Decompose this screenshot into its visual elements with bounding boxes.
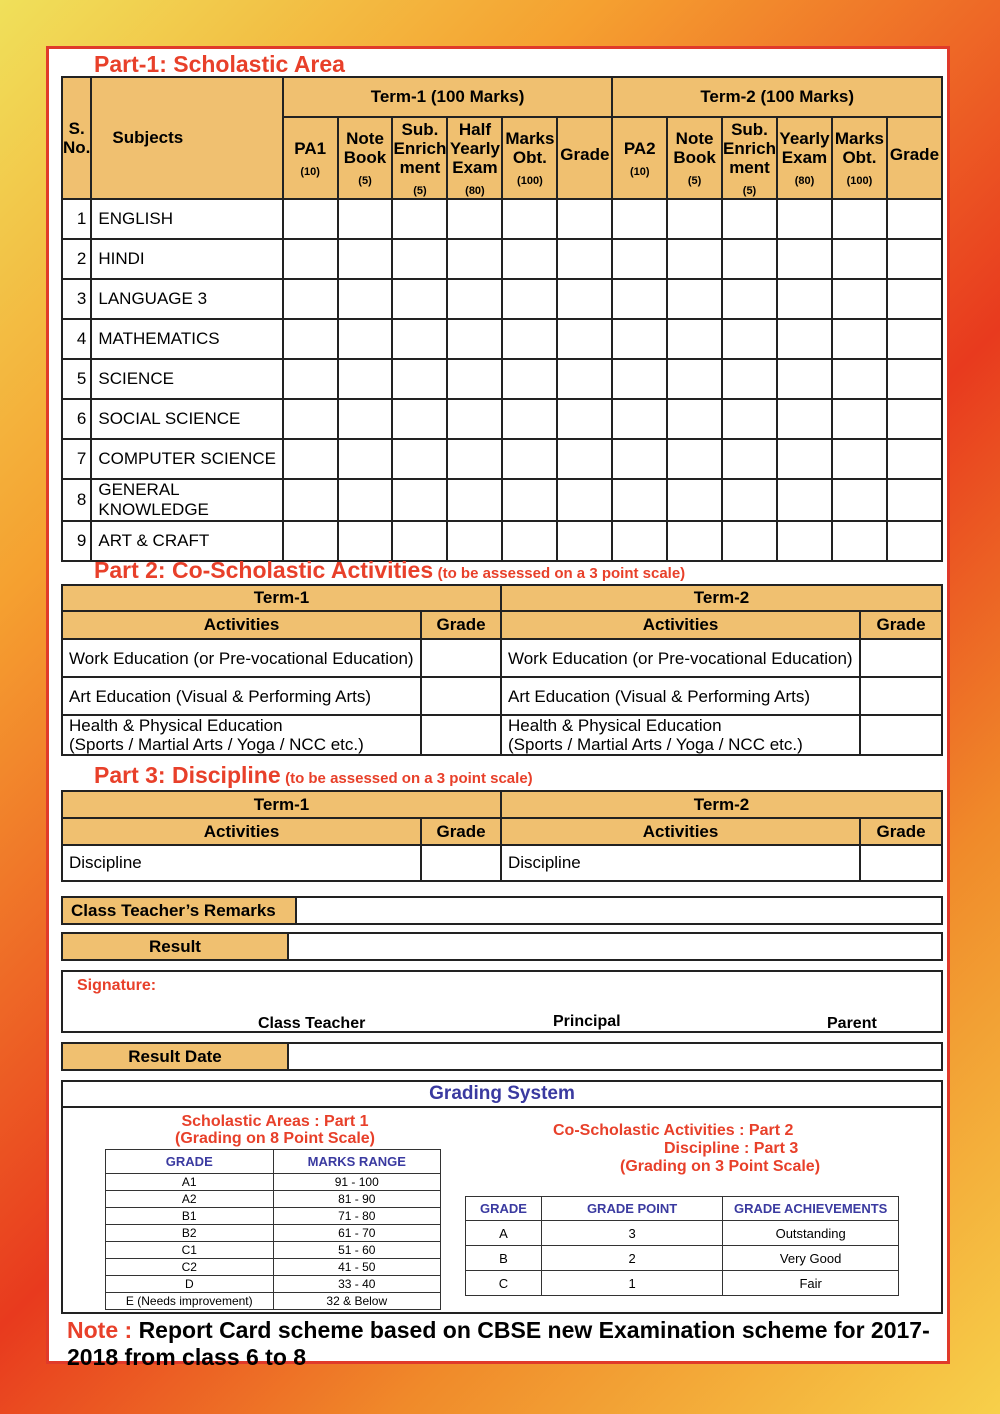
activity-row xyxy=(62,677,942,715)
activity-line1: Work Education (or Pre-vocational Education) xyxy=(507,648,853,668)
t2-col-label-3: Yearly Exam xyxy=(779,129,830,167)
part3-term2: Term-2 xyxy=(501,791,942,818)
scholastic-grading-heading xyxy=(105,1113,445,1147)
activity-grade-cell[interactable] xyxy=(421,715,501,755)
mark-cell[interactable] xyxy=(612,359,667,399)
mark-cell[interactable] xyxy=(612,319,667,359)
t2-col-label-0: PA2 xyxy=(623,138,656,158)
result-date-row xyxy=(61,1042,943,1071)
activity-line1: Art Education (Visual & Performing Arts) xyxy=(69,686,372,706)
mark-cell[interactable] xyxy=(777,359,832,399)
marks-range-value: 61 - 70 xyxy=(273,1225,440,1242)
grade-value: B2 xyxy=(106,1225,274,1242)
mark-cell[interactable] xyxy=(338,239,393,279)
subject-name: ART & CRAFT xyxy=(91,521,282,561)
mark-cell[interactable] xyxy=(557,399,612,439)
subject-name: COMPUTER SCIENCE xyxy=(91,439,282,479)
note-label: Note : xyxy=(67,1317,133,1343)
mark-cell[interactable] xyxy=(777,521,832,561)
part2-term1: Term-1 xyxy=(62,585,501,611)
co-grade-point-value: 3 xyxy=(541,1221,722,1246)
mark-cell[interactable] xyxy=(667,319,722,359)
class-teacher-signature: Class Teacher xyxy=(258,1015,366,1032)
t1-col-label-1: Note Book xyxy=(343,129,387,167)
co-grade-value: B xyxy=(466,1246,542,1271)
mark-cell[interactable] xyxy=(667,239,722,279)
co-grade-achievement-value: Fair xyxy=(723,1271,899,1296)
grading-system-box xyxy=(61,1080,943,1314)
t2-col-label-4: Marks Obt. xyxy=(834,129,885,167)
part2-grade-header-1: Grade xyxy=(421,611,501,639)
remarks-field[interactable] xyxy=(297,898,941,923)
part2-grade-header-2: Grade xyxy=(860,611,942,639)
result-row xyxy=(61,932,943,961)
part3-grade-header-2: Grade xyxy=(860,818,942,845)
t2-col-header-3 xyxy=(777,117,832,199)
mark-cell[interactable] xyxy=(557,319,612,359)
mark-cell[interactable] xyxy=(887,239,942,279)
t2-col-header-1 xyxy=(667,117,722,199)
mark-cell[interactable] xyxy=(447,359,502,399)
t1-col-header-4 xyxy=(502,117,557,199)
report-card xyxy=(46,46,950,1370)
mark-cell[interactable] xyxy=(447,521,502,561)
mark-cell[interactable] xyxy=(338,279,393,319)
sno-header: S. No. xyxy=(62,77,91,199)
grade-value: E (Needs improvement) xyxy=(106,1293,274,1310)
mark-cell[interactable] xyxy=(887,359,942,399)
activity-line1: Work Education (or Pre-vocational Education) xyxy=(69,648,414,668)
mark-cell[interactable] xyxy=(777,279,832,319)
co-grade-value: A xyxy=(466,1221,542,1246)
mark-cell[interactable] xyxy=(338,319,393,359)
mark-cell[interactable] xyxy=(887,439,942,479)
activity-name xyxy=(62,639,421,677)
mark-cell[interactable] xyxy=(338,439,393,479)
mark-cell[interactable] xyxy=(832,399,887,439)
mark-cell[interactable] xyxy=(722,279,777,319)
mark-cell[interactable] xyxy=(557,479,612,521)
mark-cell[interactable] xyxy=(722,319,777,359)
grade-value: B1 xyxy=(106,1208,274,1225)
t1-col-label-5: Grade xyxy=(560,144,610,164)
parent-signature: Parent xyxy=(827,1015,877,1032)
part3-title: Part 3: Discipline xyxy=(94,762,281,788)
mark-cell[interactable] xyxy=(722,239,777,279)
mark-cell[interactable] xyxy=(612,439,667,479)
mark-cell[interactable] xyxy=(777,319,832,359)
mark-cell[interactable] xyxy=(502,279,557,319)
activity-line2: (Sports / Martial Arts / Yoga / NCC etc.) xyxy=(69,735,364,754)
subject-name: GENERAL KNOWLEDGE xyxy=(91,479,282,521)
mark-cell[interactable] xyxy=(447,279,502,319)
mark-cell[interactable] xyxy=(832,279,887,319)
mark-cell[interactable] xyxy=(502,399,557,439)
note xyxy=(67,1317,947,1371)
t1-col-label-4: Marks Obt. xyxy=(505,129,555,167)
result-field[interactable] xyxy=(289,934,941,959)
activity-grade-cell[interactable] xyxy=(860,715,942,755)
mark-cell[interactable] xyxy=(392,359,447,399)
t2-col-marks-4: (100) xyxy=(846,175,873,187)
activity-row xyxy=(62,715,942,755)
table-row xyxy=(62,279,942,319)
marks-range-value: 33 - 40 xyxy=(273,1276,440,1293)
mark-cell[interactable] xyxy=(392,199,447,239)
mark-cell[interactable] xyxy=(392,279,447,319)
part2-activities-header-1: Activities xyxy=(62,611,421,639)
table-row xyxy=(62,239,942,279)
part2-activities-header-2: Activities xyxy=(501,611,860,639)
co-grade-row xyxy=(466,1221,899,1246)
t1-col-header-5 xyxy=(557,117,612,199)
mark-cell[interactable] xyxy=(887,319,942,359)
mark-cell[interactable] xyxy=(283,319,338,359)
grade-value: C1 xyxy=(106,1242,274,1259)
subject-number: 4 xyxy=(62,319,91,359)
mark-cell[interactable] xyxy=(502,521,557,561)
t2-col-header-0 xyxy=(612,117,667,199)
co-grade-achievements-col-header: GRADE ACHIEVEMENTS xyxy=(723,1197,899,1221)
subjects-header: Subjects xyxy=(91,77,282,199)
mark-cell[interactable] xyxy=(557,521,612,561)
subject-name: ENGLISH xyxy=(91,199,282,239)
grade-row xyxy=(106,1259,441,1276)
mark-cell[interactable] xyxy=(338,359,393,399)
part2-title: Part 2: Co-Scholastic Activities xyxy=(94,557,434,583)
mark-cell[interactable] xyxy=(283,279,338,319)
t1-col-marks-4: (100) xyxy=(517,175,543,187)
mark-cell[interactable] xyxy=(722,399,777,439)
t2-col-label-1: Note Book xyxy=(673,129,716,167)
subject-number: 5 xyxy=(62,359,91,399)
marks-range-value: 32 & Below xyxy=(273,1293,440,1310)
subject-number: 6 xyxy=(62,399,91,439)
subject-number: 3 xyxy=(62,279,91,319)
signature-label: Signature: xyxy=(77,977,157,994)
subject-name: MATHEMATICS xyxy=(91,319,282,359)
t2-col-marks-1: (5) xyxy=(687,175,702,187)
table-row xyxy=(62,399,942,439)
scholastic-grading-title: Scholastic Areas : Part 1 xyxy=(181,1113,369,1130)
table-row xyxy=(62,479,942,521)
t1-col-label-3: Half Yearly Exam xyxy=(449,119,500,177)
marks-range-value: 71 - 80 xyxy=(273,1208,440,1225)
mark-cell[interactable] xyxy=(612,521,667,561)
scholastic-grading-sub: (Grading on 8 Point Scale) xyxy=(174,1130,376,1147)
mark-cell[interactable] xyxy=(283,439,338,479)
part2-term2: Term-2 xyxy=(501,585,942,611)
co-grade-achievement-value: Very Good xyxy=(723,1246,899,1271)
co-grading-heading xyxy=(483,1122,923,1176)
mark-cell[interactable] xyxy=(392,399,447,439)
part3-term1: Term-1 xyxy=(62,791,501,818)
mark-cell[interactable] xyxy=(722,521,777,561)
mark-cell[interactable] xyxy=(832,439,887,479)
subject-number: 2 xyxy=(62,239,91,279)
mark-cell[interactable] xyxy=(612,239,667,279)
t1-col-header-2 xyxy=(392,117,447,199)
t2-col-marks-0: (10) xyxy=(629,165,650,178)
mark-cell[interactable] xyxy=(832,199,887,239)
mark-cell[interactable] xyxy=(722,439,777,479)
mark-cell[interactable] xyxy=(392,479,447,521)
table-row xyxy=(62,439,942,479)
remarks-label: Class Teacher’s Remarks xyxy=(63,898,297,923)
t1-col-marks-3: (80) xyxy=(465,184,485,197)
mark-cell[interactable] xyxy=(557,279,612,319)
mark-cell[interactable] xyxy=(887,199,942,239)
activity-line2: (Sports / Martial Arts / Yoga / NCC etc.) xyxy=(507,735,803,754)
mark-cell[interactable] xyxy=(447,239,502,279)
activity-grade-cell[interactable] xyxy=(421,677,501,715)
part3-heading xyxy=(94,762,533,789)
mark-cell[interactable] xyxy=(283,359,338,399)
mark-cell[interactable] xyxy=(283,239,338,279)
mark-cell[interactable] xyxy=(722,359,777,399)
result-date-field[interactable] xyxy=(289,1044,941,1069)
table-row xyxy=(62,319,942,359)
discipline-label-2: Discipline xyxy=(501,845,860,881)
signature-box xyxy=(61,970,943,1033)
grade-col-header: GRADE xyxy=(106,1150,274,1174)
marks-range-value: 51 - 60 xyxy=(273,1242,440,1259)
mark-cell[interactable] xyxy=(832,239,887,279)
mark-cell[interactable] xyxy=(777,479,832,521)
co-grade-achievement-value: Outstanding xyxy=(723,1221,899,1246)
t1-col-marks-0: (10) xyxy=(300,165,320,178)
grade-row xyxy=(106,1208,441,1225)
part3-subtitle: (to be assessed on a 3 point scale) xyxy=(285,770,533,787)
mark-cell[interactable] xyxy=(447,199,502,239)
t1-col-header-0 xyxy=(283,117,338,199)
mark-cell[interactable] xyxy=(777,199,832,239)
marks-range-value: 41 - 50 xyxy=(273,1259,440,1276)
t1-col-header-3 xyxy=(447,117,502,199)
table-row xyxy=(62,359,942,399)
mark-cell[interactable] xyxy=(392,319,447,359)
activity-line1: Health & Physical Education xyxy=(69,716,283,735)
mark-cell[interactable] xyxy=(832,479,887,521)
t2-col-header-4 xyxy=(832,117,887,199)
mark-cell[interactable] xyxy=(832,521,887,561)
t2-col-marks-2: (5) xyxy=(742,184,757,197)
t2-col-header-5 xyxy=(887,117,942,199)
mark-cell[interactable] xyxy=(502,359,557,399)
co-grade-col-header: GRADE xyxy=(466,1197,542,1221)
result-date-label: Result Date xyxy=(63,1044,289,1069)
mark-cell[interactable] xyxy=(667,279,722,319)
subject-name: SCIENCE xyxy=(91,359,282,399)
mark-cell[interactable] xyxy=(557,439,612,479)
mark-cell[interactable] xyxy=(832,359,887,399)
marks-range-value: 81 - 90 xyxy=(273,1191,440,1208)
discipline-label-1: Discipline xyxy=(62,845,421,881)
mark-cell[interactable] xyxy=(612,399,667,439)
table-row xyxy=(62,521,942,561)
mark-cell[interactable] xyxy=(338,399,393,439)
co-grade-point-value: 1 xyxy=(541,1271,722,1296)
marks-range-value: 91 - 100 xyxy=(273,1174,440,1191)
grade-row xyxy=(106,1293,441,1310)
discipline-grade-2[interactable] xyxy=(860,845,942,881)
mark-cell[interactable] xyxy=(392,521,447,561)
scholastic-table xyxy=(61,76,943,562)
subject-name: SOCIAL SCIENCE xyxy=(91,399,282,439)
mark-cell[interactable] xyxy=(392,239,447,279)
term2-header: Term-2 (100 Marks) xyxy=(612,77,942,117)
result-label: Result xyxy=(63,934,289,959)
subject-number: 7 xyxy=(62,439,91,479)
mark-cell[interactable] xyxy=(338,199,393,239)
t2-col-label-5: Grade xyxy=(889,144,940,164)
part1-title: Part-1: Scholastic Area xyxy=(94,51,345,77)
mark-cell[interactable] xyxy=(502,199,557,239)
grade-row xyxy=(106,1191,441,1208)
mark-cell[interactable] xyxy=(557,239,612,279)
remarks-row xyxy=(61,896,943,925)
discipline-grade-1[interactable] xyxy=(421,845,501,881)
mark-cell[interactable] xyxy=(667,479,722,521)
grading-title: Grading System xyxy=(63,1082,941,1108)
activity-grade-cell[interactable] xyxy=(860,677,942,715)
mark-cell[interactable] xyxy=(887,521,942,561)
co-grade-point-value: 2 xyxy=(541,1246,722,1271)
t2-col-marks-3: (80) xyxy=(794,175,815,187)
subject-name: LANGUAGE 3 xyxy=(91,279,282,319)
mark-cell[interactable] xyxy=(447,319,502,359)
activity-name xyxy=(501,639,860,677)
co-grading-title2: Discipline : Part 3 xyxy=(664,1140,799,1157)
part2-heading xyxy=(94,557,685,584)
co-grade-point-col-header: GRADE POINT xyxy=(541,1197,722,1221)
activity-name xyxy=(62,715,421,755)
mark-cell[interactable] xyxy=(667,359,722,399)
mark-cell[interactable] xyxy=(338,479,393,521)
t2-col-header-2 xyxy=(722,117,777,199)
activity-grade-cell[interactable] xyxy=(860,639,942,677)
activity-line1: Health & Physical Education xyxy=(507,716,722,735)
mark-cell[interactable] xyxy=(502,439,557,479)
subject-number: 9 xyxy=(62,521,91,561)
mark-cell[interactable] xyxy=(283,399,338,439)
mark-cell[interactable] xyxy=(667,521,722,561)
discipline-table xyxy=(61,790,943,882)
grade-row xyxy=(106,1174,441,1191)
activity-name xyxy=(62,677,421,715)
part3-activities-header-1: Activities xyxy=(62,818,421,845)
principal-signature: Principal xyxy=(553,1013,621,1030)
part3-grade-header-1: Grade xyxy=(421,818,501,845)
activity-name xyxy=(501,677,860,715)
t1-col-marks-2: (5) xyxy=(413,184,427,197)
grade-value: A2 xyxy=(106,1191,274,1208)
mark-cell[interactable] xyxy=(722,479,777,521)
activity-row xyxy=(62,639,942,677)
part3-activities-header-2: Activities xyxy=(501,818,860,845)
t1-col-label-0: PA1 xyxy=(294,138,327,158)
mark-cell[interactable] xyxy=(612,199,667,239)
mark-cell[interactable] xyxy=(777,239,832,279)
mark-cell[interactable] xyxy=(557,359,612,399)
t1-col-marks-1: (5) xyxy=(358,175,372,187)
scholastic-grading-table xyxy=(105,1149,441,1310)
mark-cell[interactable] xyxy=(722,199,777,239)
mark-cell[interactable] xyxy=(283,521,338,561)
note-text: Report Card scheme based on CBSE new Examination scheme for 2017-2018 from class 6 to 8 xyxy=(67,1317,930,1370)
mark-cell[interactable] xyxy=(447,479,502,521)
mark-cell[interactable] xyxy=(392,439,447,479)
mark-cell[interactable] xyxy=(283,199,338,239)
mark-cell[interactable] xyxy=(502,319,557,359)
mark-cell[interactable] xyxy=(667,439,722,479)
grade-value: A1 xyxy=(106,1174,274,1191)
grade-row xyxy=(106,1225,441,1242)
activity-grade-cell[interactable] xyxy=(421,639,501,677)
mark-cell[interactable] xyxy=(283,479,338,521)
mark-cell[interactable] xyxy=(447,439,502,479)
term1-header: Term-1 (100 Marks) xyxy=(283,77,613,117)
mark-cell[interactable] xyxy=(777,399,832,439)
co-grading-title3: (Grading on 3 Point Scale) xyxy=(620,1158,821,1175)
t1-col-header-1 xyxy=(338,117,393,199)
subject-number: 8 xyxy=(62,479,91,521)
mark-cell[interactable] xyxy=(502,479,557,521)
t2-col-label-2: Sub. Enrich ment xyxy=(723,119,776,177)
mark-cell[interactable] xyxy=(667,199,722,239)
co-grade-row xyxy=(466,1271,899,1296)
subject-name: HINDI xyxy=(91,239,282,279)
grade-value: C2 xyxy=(106,1259,274,1276)
grade-row xyxy=(106,1242,441,1259)
mark-cell[interactable] xyxy=(832,319,887,359)
co-grading-table xyxy=(465,1196,899,1296)
mark-cell[interactable] xyxy=(612,279,667,319)
mark-cell[interactable] xyxy=(338,521,393,561)
mark-cell[interactable] xyxy=(777,439,832,479)
mark-cell[interactable] xyxy=(502,239,557,279)
grade-value: D xyxy=(106,1276,274,1293)
t1-col-label-2: Sub. Enrich ment xyxy=(393,119,447,177)
mark-cell[interactable] xyxy=(447,399,502,439)
subject-number: 1 xyxy=(62,199,91,239)
mark-cell[interactable] xyxy=(667,399,722,439)
mark-cell[interactable] xyxy=(887,279,942,319)
marks-range-col-header: MARKS RANGE xyxy=(273,1150,440,1174)
co-grading-title1: Co-Scholastic Activities : Part 2 xyxy=(553,1122,794,1139)
co-grade-row xyxy=(466,1246,899,1271)
co-grade-value: C xyxy=(466,1271,542,1296)
activity-name xyxy=(501,715,860,755)
mark-cell[interactable] xyxy=(887,479,942,521)
mark-cell[interactable] xyxy=(612,479,667,521)
co-scholastic-table xyxy=(61,584,943,756)
grade-row xyxy=(106,1276,441,1293)
table-row xyxy=(62,199,942,239)
part2-subtitle: (to be assessed on a 3 point scale) xyxy=(437,565,686,582)
mark-cell[interactable] xyxy=(887,399,942,439)
activity-line1: Art Education (Visual & Performing Arts) xyxy=(507,686,811,706)
mark-cell[interactable] xyxy=(557,199,612,239)
